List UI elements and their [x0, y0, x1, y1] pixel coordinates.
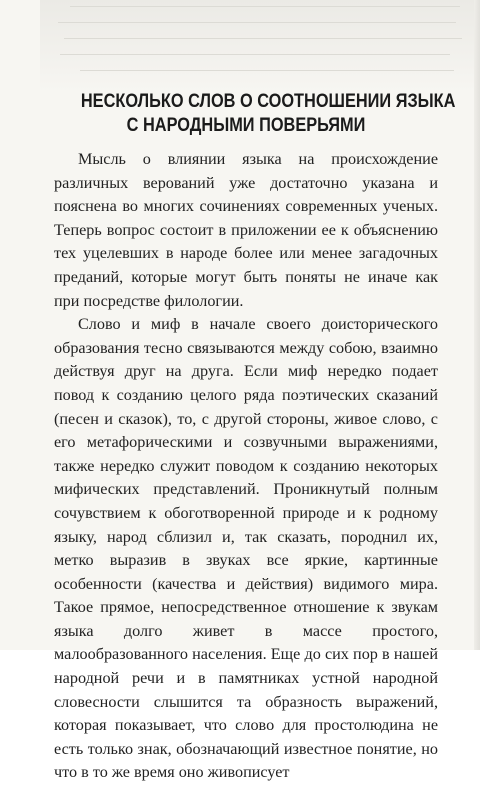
- section-heading-line-1: НЕСКОЛЬКО СЛОВ О СООТНОШЕНИИ ЯЗЫКА: [80, 91, 456, 112]
- paragraph-1: Мысль о влиянии языка на происхождение различных верований уже достаточно указана и пояснена во многих сочинениях современных ученых. Теперь вопрос состоит в приложении ее к объяснению тех уцелевших в народе более или менее загадочных преданий, которые могут быть поняты не иначе как при посредстве филологии.: [54, 150, 438, 310]
- section-heading: [80, 90, 456, 138]
- show-through-from-previous-page: [40, 0, 480, 92]
- body-text: [54, 148, 438, 785]
- page-content: [54, 90, 456, 785]
- paragraph-2: Слово и миф в начале своего доисторического образования тесно связываются между собою, взаимно действуя друг на друга. Если миф нередко подает повод к созданию целого ряда поэтических сказаний (песен и сказок), то, с другой стороны, живое слово, с его метафорическими и созвучными выражениями, также нередко служит поводом к созданию некоторых мифических представлений. Проникнутый полным сочувствием к обоготворенной природе и к родному языку, народ сблизил и, так сказать, породнил их, метко выразив в звуках все яркие, картинные особенности (качества и действия) видимого мира. Такое прямое, непосредственное отношение к звукам языка долго живет в массе простого, малообразованного населения. Еще до сих пор в нашей народной речи и в памятниках устной народной словесности слышится та образность выражений, которая показывает, что слово для простолюдина не есть только знак, обозначающий известное понятие, но что в то же время оно живописует: [54, 315, 438, 782]
- section-heading-line-2: С НАРОДНЫМИ ПОВЕРЬЯМИ: [126, 115, 366, 136]
- page-edge-shadow: [474, 0, 480, 650]
